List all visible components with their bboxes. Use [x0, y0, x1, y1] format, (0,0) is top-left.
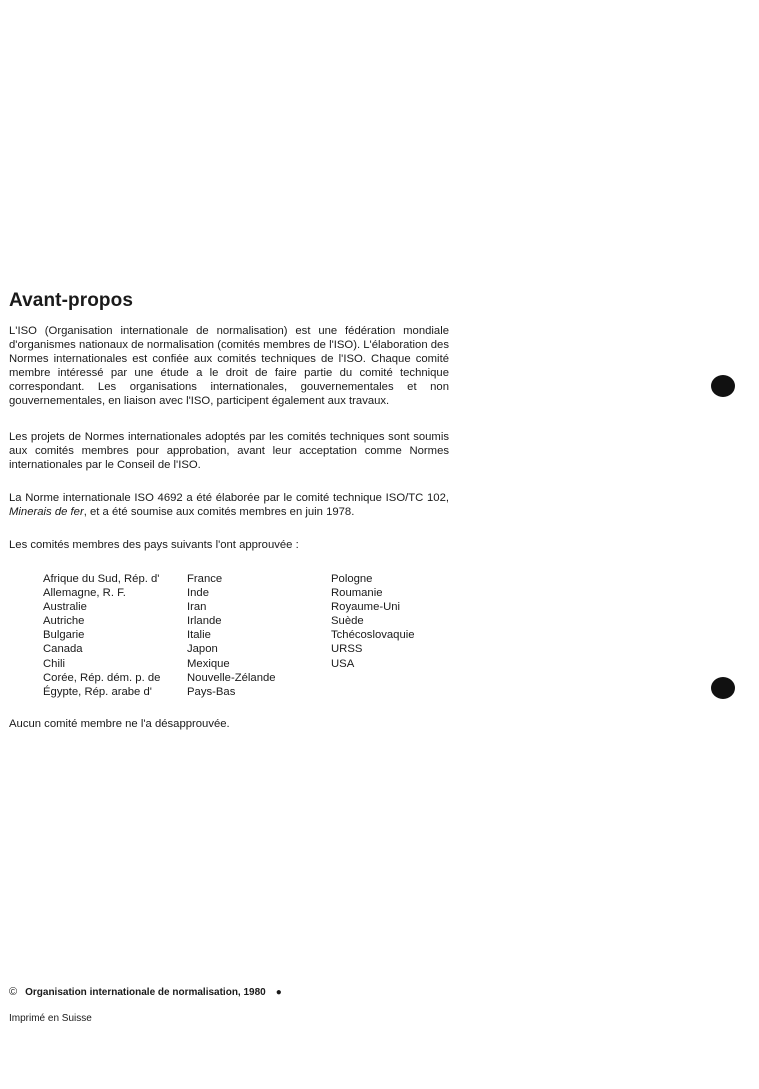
paragraph-iso-intro: L'ISO (Organisation internationale de normalisation) est une fédération mondiale d'organismes nationaux de normalisation (comités membres de l'ISO). L'élaboration des Normes internationales est confiée aux comités techniques de l'ISO. Chaque comité membre intéressé par une étude a le droit de faire partie du comité technique correspondant. Les organisations internationales, gouvernementales et non gouvernementales, en liaison avec l'ISO, participent également aux travaux.: [9, 325, 449, 408]
country-item: URSS: [331, 643, 363, 656]
punch-hole-mark: [711, 677, 735, 699]
country-item: Canada: [43, 643, 83, 656]
country-item: Irlande: [187, 615, 222, 628]
country-item: Afrique du Sud, Rép. d': [43, 573, 160, 585]
copyright-text: Organisation internationale de normalisation, 1980: [25, 987, 266, 998]
p3-italic-title: Minerais de fer: [9, 506, 84, 519]
bullet-icon: ●: [275, 987, 282, 998]
country-item: Nouvelle-Zélande: [187, 671, 276, 684]
country-item: Inde: [187, 587, 209, 600]
country-item: Iran: [187, 601, 207, 614]
printed-in-line: Imprimé en Suisse: [9, 1013, 92, 1024]
country-item: Pays-Bas: [187, 685, 236, 698]
paragraph-iso-4692: [9, 491, 449, 519]
country-item: Tchécoslovaquie: [331, 629, 415, 642]
country-column-2: [187, 572, 276, 699]
country-column-3: [331, 572, 415, 671]
country-item: Roumanie: [331, 587, 383, 600]
country-item: Autriche: [43, 615, 85, 628]
country-item: USA: [331, 657, 355, 670]
copyright-line: [9, 986, 282, 998]
page-title: Avant-propos: [9, 290, 133, 311]
country-item: Japon: [187, 643, 218, 656]
country-item: Pologne: [331, 573, 373, 585]
country-item: Allemagne, R. F.: [43, 587, 126, 600]
paragraph-no-disapproval: Aucun comité membre ne l'a désapprouvée.: [9, 718, 230, 730]
country-item: France: [187, 573, 223, 585]
paragraph-draft-standards: Les projets de Normes internationales adoptés par les comités techniques sont soumis aux comités membres pour approbation, avant leur acceptation comme Normes internationales par le Conseil de l'ISO.: [9, 431, 449, 472]
punch-hole-mark: [711, 375, 735, 397]
copyright-symbol: ©: [9, 986, 18, 998]
country-item: Mexique: [187, 657, 230, 670]
country-item: Australie: [43, 601, 87, 614]
p3-text-after: , et a été soumise aux comités membres en juin 1978.: [83, 506, 355, 519]
p3-text-before: La Norme internationale ISO 4692 a été élaborée par le comité technique ISO/TC 102,: [9, 492, 449, 504]
country-item: Suède: [331, 615, 364, 628]
country-item: Égypte, Rép. arabe d': [43, 685, 152, 698]
country-item: Italie: [187, 629, 211, 642]
country-item: Royaume-Uni: [331, 601, 401, 614]
country-item: Bulgarie: [43, 629, 85, 642]
paragraph-approvals-intro: Les comités membres des pays suivants l'ont approuvée :: [9, 539, 299, 551]
country-column-1: [43, 572, 160, 699]
country-item: Chili: [43, 657, 65, 670]
country-item: Corée, Rép. dém. p. de: [43, 671, 161, 684]
